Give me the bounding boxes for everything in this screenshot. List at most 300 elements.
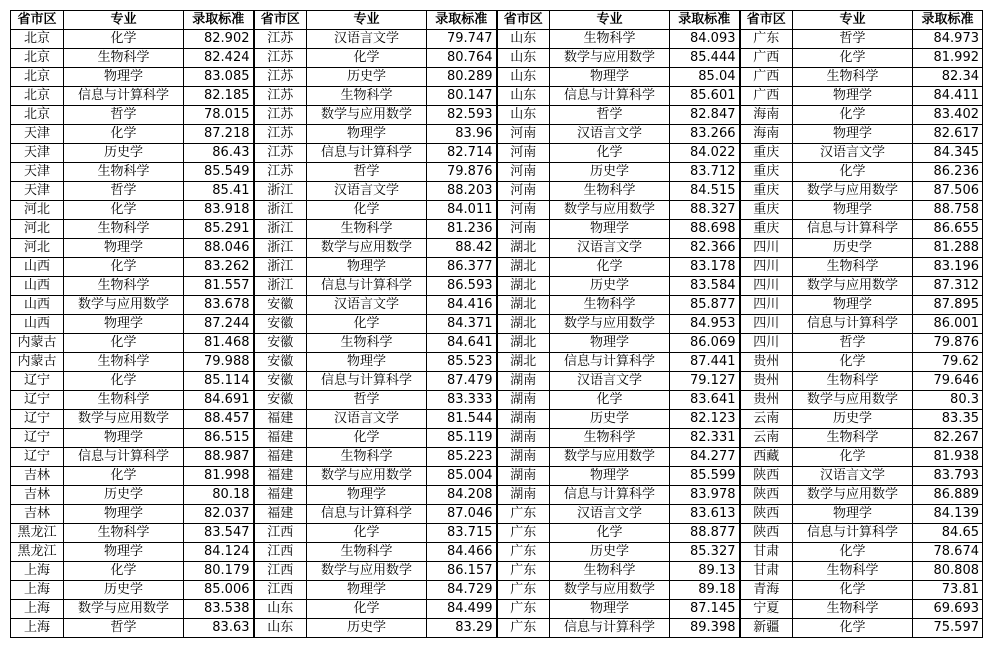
- major-cell: 信息与计算科学: [307, 277, 427, 296]
- score-cell: 79.988: [184, 353, 254, 372]
- major-cell: 化学: [550, 524, 670, 543]
- region-cell: 西藏: [740, 448, 793, 467]
- region-cell: 广东: [497, 562, 550, 581]
- major-cell: 历史学: [793, 410, 913, 429]
- region-cell: 青海: [740, 581, 793, 600]
- region-cell: 吉林: [11, 486, 64, 505]
- score-cell: 88.203: [427, 182, 497, 201]
- region-cell: 江苏: [254, 30, 307, 49]
- score-cell: 86.001: [913, 315, 983, 334]
- score-cell: 80.808: [913, 562, 983, 581]
- region-cell: 广西: [740, 49, 793, 68]
- score-cell: 84.416: [427, 296, 497, 315]
- score-cell: 80.18: [184, 486, 254, 505]
- major-cell: 数学与应用数学: [307, 562, 427, 581]
- major-cell: 生物科学: [64, 391, 184, 410]
- score-cell: 80.147: [427, 87, 497, 106]
- score-cell: 83.333: [427, 391, 497, 410]
- region-cell: 陕西: [740, 486, 793, 505]
- score-cell: 83.547: [184, 524, 254, 543]
- major-cell: 生物科学: [550, 562, 670, 581]
- region-cell: 上海: [11, 619, 64, 638]
- region-cell: 江苏: [254, 49, 307, 68]
- score-cell: 82.037: [184, 505, 254, 524]
- major-cell: 哲学: [793, 30, 913, 49]
- region-cell: 贵州: [740, 372, 793, 391]
- score-cell: 88.758: [913, 201, 983, 220]
- region-cell: 上海: [11, 581, 64, 600]
- header-row: [11, 11, 983, 30]
- region-cell: 广东: [497, 543, 550, 562]
- major-cell: 生物科学: [550, 296, 670, 315]
- region-cell: 宁夏: [740, 600, 793, 619]
- major-cell: 数学与应用数学: [307, 467, 427, 486]
- score-cell: 85.04: [670, 68, 740, 87]
- score-cell: 86.236: [913, 163, 983, 182]
- region-header: 省市区: [497, 11, 550, 30]
- region-cell: 云南: [740, 429, 793, 448]
- region-cell: 浙江: [254, 239, 307, 258]
- major-cell: 生物科学: [307, 334, 427, 353]
- score-cell: 78.674: [913, 543, 983, 562]
- score-cell: 83.538: [184, 600, 254, 619]
- score-cell: 82.185: [184, 87, 254, 106]
- score-cell: 85.119: [427, 429, 497, 448]
- score-cell: 84.371: [427, 315, 497, 334]
- score-cell: 83.613: [670, 505, 740, 524]
- region-cell: 天津: [11, 144, 64, 163]
- major-cell: 数学与应用数学: [307, 239, 427, 258]
- score-cell: 83.918: [184, 201, 254, 220]
- major-cell: 数学与应用数学: [64, 410, 184, 429]
- score-cell: 87.895: [913, 296, 983, 315]
- region-cell: 湖南: [497, 429, 550, 448]
- region-cell: 广东: [497, 581, 550, 600]
- score-cell: 84.011: [427, 201, 497, 220]
- region-cell: 四川: [740, 334, 793, 353]
- major-cell: 信息与计算科学: [64, 448, 184, 467]
- score-cell: 81.992: [913, 49, 983, 68]
- region-cell: 湖北: [497, 258, 550, 277]
- region-cell: 安徽: [254, 391, 307, 410]
- score-cell: 85.223: [427, 448, 497, 467]
- region-cell: 重庆: [740, 201, 793, 220]
- major-cell: 化学: [550, 144, 670, 163]
- major-cell: 化学: [793, 448, 913, 467]
- region-cell: 甘肃: [740, 562, 793, 581]
- major-cell: 物理学: [550, 220, 670, 239]
- score-cell: 80.179: [184, 562, 254, 581]
- major-cell: 汉语言文学: [550, 505, 670, 524]
- region-cell: 山西: [11, 258, 64, 277]
- major-cell: 哲学: [64, 619, 184, 638]
- region-cell: 安徽: [254, 353, 307, 372]
- region-cell: 山西: [11, 315, 64, 334]
- score-cell: 83.35: [913, 410, 983, 429]
- major-cell: 化学: [307, 201, 427, 220]
- major-cell: 生物科学: [793, 600, 913, 619]
- score-cell: 83.641: [670, 391, 740, 410]
- region-cell: 陕西: [740, 505, 793, 524]
- major-cell: 化学: [550, 258, 670, 277]
- major-cell: 汉语言文学: [307, 296, 427, 315]
- region-cell: 河北: [11, 220, 64, 239]
- table-row: [11, 277, 983, 296]
- major-cell: 生物科学: [64, 353, 184, 372]
- table-row: [11, 106, 983, 125]
- region-cell: 江苏: [254, 163, 307, 182]
- score-cell: 82.714: [427, 144, 497, 163]
- region-cell: 福建: [254, 448, 307, 467]
- score-cell: 78.015: [184, 106, 254, 125]
- major-cell: 数学与应用数学: [550, 201, 670, 220]
- score-cell: 83.96: [427, 125, 497, 144]
- major-header: 专业: [64, 11, 184, 30]
- score-cell: 80.3: [913, 391, 983, 410]
- major-cell: 信息与计算科学: [550, 353, 670, 372]
- score-cell: 86.377: [427, 258, 497, 277]
- region-cell: 河南: [497, 182, 550, 201]
- score-cell: 88.046: [184, 239, 254, 258]
- region-cell: 浙江: [254, 182, 307, 201]
- major-cell: 生物科学: [793, 562, 913, 581]
- major-cell: 哲学: [307, 391, 427, 410]
- major-cell: 物理学: [307, 486, 427, 505]
- major-cell: 生物科学: [64, 220, 184, 239]
- score-cell: 87.479: [427, 372, 497, 391]
- major-cell: 物理学: [793, 505, 913, 524]
- table-row: [11, 429, 983, 448]
- table-row: [11, 524, 983, 543]
- table-row: [11, 410, 983, 429]
- region-cell: 江苏: [254, 106, 307, 125]
- region-cell: 吉林: [11, 505, 64, 524]
- score-cell: 85.114: [184, 372, 254, 391]
- score-cell: 86.069: [670, 334, 740, 353]
- region-cell: 山东: [497, 30, 550, 49]
- major-cell: 哲学: [793, 334, 913, 353]
- major-cell: 汉语言文学: [307, 30, 427, 49]
- table-row: [11, 144, 983, 163]
- region-cell: 山东: [254, 600, 307, 619]
- major-cell: 化学: [307, 429, 427, 448]
- region-cell: 陕西: [740, 467, 793, 486]
- table-row: [11, 163, 983, 182]
- region-cell: 福建: [254, 410, 307, 429]
- major-cell: 历史学: [550, 277, 670, 296]
- major-cell: 信息与计算科学: [307, 144, 427, 163]
- region-cell: 山东: [497, 49, 550, 68]
- score-cell: 81.998: [184, 467, 254, 486]
- major-cell: 信息与计算科学: [793, 220, 913, 239]
- score-cell: 84.953: [670, 315, 740, 334]
- region-cell: 福建: [254, 486, 307, 505]
- major-cell: 汉语言文学: [793, 467, 913, 486]
- score-cell: 83.196: [913, 258, 983, 277]
- score-cell: 87.145: [670, 600, 740, 619]
- score-cell: 85.877: [670, 296, 740, 315]
- major-cell: 化学: [793, 543, 913, 562]
- score-cell: 83.63: [184, 619, 254, 638]
- region-cell: 广西: [740, 68, 793, 87]
- score-cell: 87.244: [184, 315, 254, 334]
- region-cell: 河北: [11, 239, 64, 258]
- major-cell: 物理学: [307, 258, 427, 277]
- region-cell: 湖南: [497, 410, 550, 429]
- region-cell: 四川: [740, 277, 793, 296]
- score-cell: 84.466: [427, 543, 497, 562]
- region-cell: 广东: [740, 30, 793, 49]
- score-cell: 83.584: [670, 277, 740, 296]
- region-cell: 四川: [740, 239, 793, 258]
- score-cell: 81.288: [913, 239, 983, 258]
- score-cell: 83.715: [427, 524, 497, 543]
- table-row: [11, 334, 983, 353]
- table-row: [11, 68, 983, 87]
- score-cell: 82.267: [913, 429, 983, 448]
- major-cell: 物理学: [550, 600, 670, 619]
- table-row: [11, 258, 983, 277]
- score-cell: 84.277: [670, 448, 740, 467]
- score-cell: 73.81: [913, 581, 983, 600]
- region-cell: 山东: [497, 106, 550, 125]
- table-row: [11, 600, 983, 619]
- major-cell: 信息与计算科学: [64, 87, 184, 106]
- region-cell: 福建: [254, 467, 307, 486]
- major-cell: 数学与应用数学: [793, 182, 913, 201]
- region-cell: 重庆: [740, 182, 793, 201]
- table-row: [11, 201, 983, 220]
- score-cell: 84.499: [427, 600, 497, 619]
- major-cell: 哲学: [64, 182, 184, 201]
- score-cell: 81.938: [913, 448, 983, 467]
- region-header: 省市区: [254, 11, 307, 30]
- region-cell: 山东: [254, 619, 307, 638]
- major-cell: 哲学: [550, 106, 670, 125]
- score-cell: 82.847: [670, 106, 740, 125]
- table-row: [11, 182, 983, 201]
- region-cell: 海南: [740, 125, 793, 144]
- region-cell: 北京: [11, 49, 64, 68]
- table-row: [11, 296, 983, 315]
- table-row: [11, 239, 983, 258]
- table-row: [11, 353, 983, 372]
- score-cell: 84.515: [670, 182, 740, 201]
- major-cell: 信息与计算科学: [550, 619, 670, 638]
- score-header: 录取标准: [670, 11, 740, 30]
- score-cell: 83.178: [670, 258, 740, 277]
- major-cell: 物理学: [307, 581, 427, 600]
- major-cell: 化学: [64, 258, 184, 277]
- table-row: [11, 619, 983, 638]
- major-cell: 化学: [64, 562, 184, 581]
- major-cell: 数学与应用数学: [64, 296, 184, 315]
- region-cell: 江苏: [254, 87, 307, 106]
- major-cell: 生物科学: [550, 182, 670, 201]
- major-cell: 化学: [793, 163, 913, 182]
- score-cell: 79.646: [913, 372, 983, 391]
- table-row: [11, 581, 983, 600]
- score-cell: 83.678: [184, 296, 254, 315]
- region-cell: 辽宁: [11, 410, 64, 429]
- major-cell: 信息与计算科学: [550, 486, 670, 505]
- table-row: [11, 87, 983, 106]
- major-cell: 生物科学: [793, 258, 913, 277]
- major-cell: 生物科学: [64, 49, 184, 68]
- major-cell: 物理学: [550, 68, 670, 87]
- score-header: 录取标准: [184, 11, 254, 30]
- major-cell: 化学: [307, 315, 427, 334]
- score-cell: 88.457: [184, 410, 254, 429]
- region-cell: 河南: [497, 220, 550, 239]
- table-row: [11, 467, 983, 486]
- region-cell: 广西: [740, 87, 793, 106]
- score-cell: 84.411: [913, 87, 983, 106]
- major-cell: 生物科学: [307, 448, 427, 467]
- score-cell: 84.691: [184, 391, 254, 410]
- score-cell: 86.889: [913, 486, 983, 505]
- score-cell: 86.157: [427, 562, 497, 581]
- region-cell: 吉林: [11, 467, 64, 486]
- region-cell: 黑龙江: [11, 524, 64, 543]
- score-cell: 88.698: [670, 220, 740, 239]
- region-cell: 陕西: [740, 524, 793, 543]
- major-cell: 信息与计算科学: [307, 372, 427, 391]
- region-header: 省市区: [740, 11, 793, 30]
- score-cell: 86.655: [913, 220, 983, 239]
- region-cell: 辽宁: [11, 391, 64, 410]
- region-cell: 内蒙古: [11, 353, 64, 372]
- major-cell: 物理学: [64, 239, 184, 258]
- major-cell: 生物科学: [307, 543, 427, 562]
- region-cell: 山西: [11, 296, 64, 315]
- major-cell: 历史学: [64, 144, 184, 163]
- major-cell: 汉语言文学: [307, 410, 427, 429]
- score-cell: 79.876: [427, 163, 497, 182]
- major-cell: 化学: [64, 125, 184, 144]
- major-header: 专业: [307, 11, 427, 30]
- major-cell: 化学: [64, 30, 184, 49]
- score-cell: 88.877: [670, 524, 740, 543]
- region-cell: 湖南: [497, 448, 550, 467]
- score-cell: 69.693: [913, 600, 983, 619]
- region-cell: 广东: [497, 619, 550, 638]
- region-cell: 湖北: [497, 353, 550, 372]
- score-cell: 84.65: [913, 524, 983, 543]
- region-cell: 江苏: [254, 125, 307, 144]
- major-cell: 数学与应用数学: [550, 448, 670, 467]
- score-cell: 84.093: [670, 30, 740, 49]
- score-cell: 79.62: [913, 353, 983, 372]
- region-cell: 河北: [11, 201, 64, 220]
- major-cell: 历史学: [793, 239, 913, 258]
- region-cell: 安徽: [254, 315, 307, 334]
- region-cell: 海南: [740, 106, 793, 125]
- region-cell: 湖南: [497, 391, 550, 410]
- score-cell: 83.262: [184, 258, 254, 277]
- score-cell: 84.208: [427, 486, 497, 505]
- score-cell: 85.327: [670, 543, 740, 562]
- score-cell: 88.42: [427, 239, 497, 258]
- region-cell: 浙江: [254, 220, 307, 239]
- region-cell: 河南: [497, 163, 550, 182]
- table-body: [11, 30, 983, 638]
- major-cell: 信息与计算科学: [550, 87, 670, 106]
- region-cell: 四川: [740, 258, 793, 277]
- region-cell: 安徽: [254, 334, 307, 353]
- score-cell: 83.29: [427, 619, 497, 638]
- score-cell: 84.022: [670, 144, 740, 163]
- region-cell: 江苏: [254, 144, 307, 163]
- region-cell: 天津: [11, 163, 64, 182]
- major-cell: 化学: [307, 600, 427, 619]
- region-cell: 四川: [740, 315, 793, 334]
- table-row: [11, 220, 983, 239]
- score-cell: 85.006: [184, 581, 254, 600]
- major-header: 专业: [550, 11, 670, 30]
- region-cell: 湖南: [497, 486, 550, 505]
- major-cell: 汉语言文学: [550, 239, 670, 258]
- score-cell: 87.312: [913, 277, 983, 296]
- major-header: 专业: [793, 11, 913, 30]
- major-cell: 生物科学: [550, 30, 670, 49]
- major-cell: 生物科学: [307, 220, 427, 239]
- score-cell: 86.593: [427, 277, 497, 296]
- major-cell: 汉语言文学: [550, 372, 670, 391]
- major-cell: 物理学: [793, 201, 913, 220]
- score-cell: 84.345: [913, 144, 983, 163]
- region-cell: 江西: [254, 524, 307, 543]
- major-cell: 物理学: [64, 315, 184, 334]
- score-cell: 85.549: [184, 163, 254, 182]
- score-cell: 88.327: [670, 201, 740, 220]
- score-cell: 82.593: [427, 106, 497, 125]
- major-cell: 物理学: [307, 125, 427, 144]
- score-cell: 87.506: [913, 182, 983, 201]
- major-cell: 数学与应用数学: [793, 391, 913, 410]
- region-cell: 湖北: [497, 239, 550, 258]
- region-cell: 广东: [497, 524, 550, 543]
- major-cell: 物理学: [307, 353, 427, 372]
- region-cell: 四川: [740, 296, 793, 315]
- score-cell: 85.599: [670, 467, 740, 486]
- score-cell: 79.876: [913, 334, 983, 353]
- major-cell: 数学与应用数学: [550, 49, 670, 68]
- score-cell: 83.793: [913, 467, 983, 486]
- table-row: [11, 448, 983, 467]
- score-header: 录取标准: [427, 11, 497, 30]
- region-cell: 新疆: [740, 619, 793, 638]
- major-cell: 物理学: [793, 125, 913, 144]
- score-cell: 84.641: [427, 334, 497, 353]
- major-cell: 化学: [64, 201, 184, 220]
- region-header: 省市区: [11, 11, 64, 30]
- region-cell: 北京: [11, 87, 64, 106]
- score-cell: 82.331: [670, 429, 740, 448]
- major-cell: 物理学: [64, 543, 184, 562]
- score-cell: 82.123: [670, 410, 740, 429]
- major-cell: 物理学: [64, 429, 184, 448]
- major-cell: 数学与应用数学: [307, 106, 427, 125]
- major-cell: 生物科学: [550, 429, 670, 448]
- region-cell: 辽宁: [11, 448, 64, 467]
- score-cell: 89.13: [670, 562, 740, 581]
- score-cell: 83.266: [670, 125, 740, 144]
- major-cell: 历史学: [64, 486, 184, 505]
- region-cell: 安徽: [254, 296, 307, 315]
- table-row: [11, 315, 983, 334]
- region-cell: 广东: [497, 505, 550, 524]
